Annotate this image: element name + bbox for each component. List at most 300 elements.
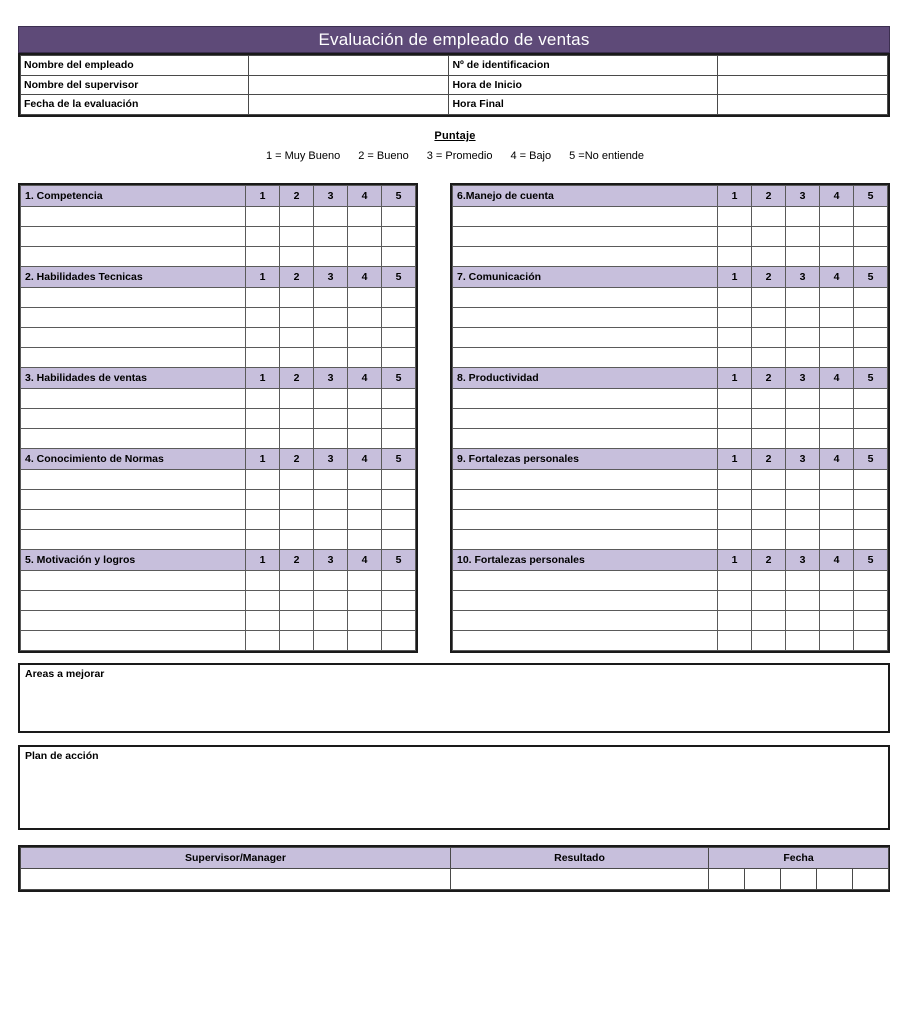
rating-row bbox=[21, 207, 416, 227]
rating-score-cell[interactable] bbox=[820, 247, 854, 267]
rating-score-cell[interactable] bbox=[314, 207, 348, 227]
legend-item: 1 = Muy Bueno bbox=[265, 150, 341, 162]
rating-score-cell[interactable] bbox=[246, 490, 280, 510]
rating-criterion-input[interactable] bbox=[453, 631, 718, 651]
rating-score-cell[interactable] bbox=[246, 631, 280, 651]
rating-row bbox=[453, 389, 888, 409]
rating-score-cell[interactable] bbox=[718, 227, 752, 247]
rating-score-cell[interactable] bbox=[786, 409, 820, 429]
rating-score-cell[interactable] bbox=[348, 288, 382, 308]
rating-criterion-input[interactable] bbox=[21, 470, 246, 490]
rating-score-cell[interactable] bbox=[280, 591, 314, 611]
rating-row bbox=[21, 470, 416, 490]
signature-header-resultado: Resultado bbox=[451, 848, 709, 869]
rating-score-cell[interactable] bbox=[820, 530, 854, 550]
rating-score-cell[interactable] bbox=[786, 288, 820, 308]
rating-score-cell[interactable] bbox=[348, 571, 382, 591]
rating-score-cell[interactable] bbox=[786, 470, 820, 490]
rating-score-cell[interactable] bbox=[348, 429, 382, 449]
rating-score-cell[interactable] bbox=[382, 308, 416, 328]
rating-score-cell[interactable] bbox=[246, 308, 280, 328]
rating-score-cell[interactable] bbox=[820, 429, 854, 449]
rating-row bbox=[21, 227, 416, 247]
rating-criterion-input[interactable] bbox=[453, 389, 718, 409]
rating-score-cell[interactable] bbox=[752, 308, 786, 328]
rating-score-cell[interactable] bbox=[348, 510, 382, 530]
rating-row bbox=[453, 328, 888, 348]
rating-criterion-input[interactable] bbox=[21, 490, 246, 510]
signature-date-digit-cell[interactable] bbox=[709, 869, 745, 890]
rating-score-cell[interactable] bbox=[854, 328, 888, 348]
rating-criterion-input[interactable] bbox=[21, 227, 246, 247]
rating-criterion-input[interactable] bbox=[21, 308, 246, 328]
page-title: Evaluación de empleado de ventas bbox=[318, 29, 590, 49]
document-title-bar bbox=[18, 26, 890, 53]
rating-section-title: 3. Habilidades de ventas bbox=[21, 368, 246, 389]
rating-row bbox=[453, 348, 888, 368]
rating-section-header bbox=[453, 368, 888, 389]
rating-score-cell[interactable] bbox=[280, 611, 314, 631]
rating-criterion-input[interactable] bbox=[453, 470, 718, 490]
rating-score-cell[interactable] bbox=[820, 348, 854, 368]
score-column-header: 1 bbox=[718, 550, 752, 571]
areas-to-improve-label: Areas a mejorar bbox=[25, 668, 105, 680]
rating-table-left bbox=[18, 183, 418, 653]
rating-score-cell[interactable] bbox=[348, 227, 382, 247]
rating-row bbox=[453, 530, 888, 550]
rating-score-cell[interactable] bbox=[786, 510, 820, 530]
rating-score-cell[interactable] bbox=[718, 348, 752, 368]
rating-score-cell[interactable] bbox=[382, 288, 416, 308]
rating-criterion-input[interactable] bbox=[21, 510, 246, 530]
info-right-value[interactable] bbox=[717, 56, 887, 76]
rating-criterion-input[interactable] bbox=[453, 328, 718, 348]
rating-score-cell[interactable] bbox=[246, 409, 280, 429]
rating-score-cell[interactable] bbox=[752, 429, 786, 449]
rating-score-cell[interactable] bbox=[314, 308, 348, 328]
rating-row bbox=[21, 530, 416, 550]
rating-score-cell[interactable] bbox=[718, 328, 752, 348]
rating-score-cell[interactable] bbox=[314, 490, 348, 510]
rating-score-cell[interactable] bbox=[382, 591, 416, 611]
rating-criterion-input[interactable] bbox=[21, 207, 246, 227]
rating-row bbox=[21, 429, 416, 449]
rating-score-cell[interactable] bbox=[820, 288, 854, 308]
rating-criterion-input[interactable] bbox=[453, 207, 718, 227]
rating-score-cell[interactable] bbox=[280, 631, 314, 651]
rating-score-cell[interactable] bbox=[820, 490, 854, 510]
rating-score-cell[interactable] bbox=[752, 470, 786, 490]
rating-score-cell[interactable] bbox=[382, 328, 416, 348]
rating-score-cell[interactable] bbox=[820, 227, 854, 247]
score-column-header: 4 bbox=[348, 550, 382, 571]
rating-score-cell[interactable] bbox=[246, 207, 280, 227]
rating-criterion-input[interactable] bbox=[453, 490, 718, 510]
rating-score-cell[interactable] bbox=[718, 409, 752, 429]
rating-score-cell[interactable] bbox=[348, 207, 382, 227]
rating-score-cell[interactable] bbox=[854, 288, 888, 308]
rating-score-cell[interactable] bbox=[246, 470, 280, 490]
signature-date-digit-cell[interactable] bbox=[745, 869, 781, 890]
rating-score-cell[interactable] bbox=[752, 389, 786, 409]
rating-criterion-input[interactable] bbox=[21, 429, 246, 449]
rating-score-cell[interactable] bbox=[820, 591, 854, 611]
rating-score-cell[interactable] bbox=[382, 470, 416, 490]
rating-score-cell[interactable] bbox=[820, 611, 854, 631]
rating-score-cell[interactable] bbox=[314, 409, 348, 429]
rating-score-cell[interactable] bbox=[280, 490, 314, 510]
rating-score-cell[interactable] bbox=[786, 348, 820, 368]
rating-score-cell[interactable] bbox=[382, 611, 416, 631]
rating-score-cell[interactable] bbox=[854, 389, 888, 409]
employee-info-table bbox=[18, 53, 890, 117]
rating-score-cell[interactable] bbox=[314, 510, 348, 530]
rating-row bbox=[21, 409, 416, 429]
info-row bbox=[21, 56, 888, 76]
rating-score-cell[interactable] bbox=[280, 389, 314, 409]
rating-score-cell[interactable] bbox=[382, 389, 416, 409]
rating-score-cell[interactable] bbox=[348, 490, 382, 510]
rating-score-cell[interactable] bbox=[382, 510, 416, 530]
rating-criterion-input[interactable] bbox=[21, 288, 246, 308]
rating-score-cell[interactable] bbox=[854, 530, 888, 550]
score-column-header: 5 bbox=[382, 550, 416, 571]
rating-score-cell[interactable] bbox=[786, 429, 820, 449]
rating-score-cell[interactable] bbox=[382, 429, 416, 449]
info-left-label: Fecha de la evaluación bbox=[21, 95, 249, 115]
rating-score-cell[interactable] bbox=[718, 288, 752, 308]
rating-score-cell[interactable] bbox=[348, 470, 382, 490]
rating-score-cell[interactable] bbox=[280, 328, 314, 348]
rating-row bbox=[453, 591, 888, 611]
rating-score-cell[interactable] bbox=[348, 611, 382, 631]
rating-score-cell[interactable] bbox=[718, 389, 752, 409]
rating-score-cell[interactable] bbox=[752, 571, 786, 591]
score-column-header: 4 bbox=[348, 186, 382, 207]
rating-score-cell[interactable] bbox=[786, 227, 820, 247]
score-column-header: 5 bbox=[854, 449, 888, 470]
rating-score-cell[interactable] bbox=[854, 490, 888, 510]
rating-score-cell[interactable] bbox=[246, 247, 280, 267]
rating-criterion-input[interactable] bbox=[453, 288, 718, 308]
rating-score-cell[interactable] bbox=[348, 530, 382, 550]
rating-score-cell[interactable] bbox=[854, 247, 888, 267]
rating-score-cell[interactable] bbox=[314, 389, 348, 409]
rating-row bbox=[21, 510, 416, 530]
rating-score-cell[interactable] bbox=[246, 227, 280, 247]
rating-score-cell[interactable] bbox=[718, 207, 752, 227]
rating-score-cell[interactable] bbox=[348, 631, 382, 651]
legend-item: 3 = Promedio bbox=[426, 150, 493, 162]
rating-criterion-input[interactable] bbox=[453, 429, 718, 449]
rating-score-cell[interactable] bbox=[786, 389, 820, 409]
rating-score-cell[interactable] bbox=[246, 591, 280, 611]
rating-score-cell[interactable] bbox=[718, 591, 752, 611]
rating-score-cell[interactable] bbox=[314, 530, 348, 550]
rating-score-cell[interactable] bbox=[382, 247, 416, 267]
rating-score-cell[interactable] bbox=[786, 308, 820, 328]
rating-section-title: 1. Competencia bbox=[21, 186, 246, 207]
score-column-header: 4 bbox=[348, 449, 382, 470]
score-column-header: 2 bbox=[280, 267, 314, 288]
rating-score-cell[interactable] bbox=[280, 207, 314, 227]
info-right-label: Hora de Inicio bbox=[449, 75, 717, 95]
rating-row bbox=[21, 631, 416, 651]
rating-score-cell[interactable] bbox=[314, 571, 348, 591]
legend-item: 2 = Bueno bbox=[358, 150, 409, 162]
score-column-header: 3 bbox=[314, 368, 348, 389]
rating-score-cell[interactable] bbox=[752, 247, 786, 267]
rating-score-cell[interactable] bbox=[820, 470, 854, 490]
rating-score-cell[interactable] bbox=[854, 207, 888, 227]
info-left-value[interactable] bbox=[249, 75, 449, 95]
rating-score-cell[interactable] bbox=[246, 611, 280, 631]
rating-score-cell[interactable] bbox=[382, 631, 416, 651]
signature-value-row bbox=[21, 869, 889, 890]
rating-section-title: 5. Motivación y logros bbox=[21, 550, 246, 571]
info-row bbox=[21, 75, 888, 95]
rating-score-cell[interactable] bbox=[854, 591, 888, 611]
rating-score-cell[interactable] bbox=[348, 247, 382, 267]
rating-score-cell[interactable] bbox=[786, 571, 820, 591]
rating-score-cell[interactable] bbox=[786, 591, 820, 611]
rating-score-cell[interactable] bbox=[280, 571, 314, 591]
rating-score-cell[interactable] bbox=[752, 288, 786, 308]
rating-score-cell[interactable] bbox=[786, 328, 820, 348]
rating-criterion-input[interactable] bbox=[453, 510, 718, 530]
rating-score-cell[interactable] bbox=[314, 470, 348, 490]
rating-score-cell[interactable] bbox=[820, 328, 854, 348]
rating-score-cell[interactable] bbox=[854, 510, 888, 530]
score-column-header: 3 bbox=[786, 267, 820, 288]
rating-score-cell[interactable] bbox=[854, 227, 888, 247]
rating-row bbox=[21, 571, 416, 591]
action-plan-box[interactable] bbox=[18, 745, 890, 830]
rating-score-cell[interactable] bbox=[382, 348, 416, 368]
action-plan-label: Plan de acción bbox=[25, 750, 99, 762]
rating-score-cell[interactable] bbox=[820, 631, 854, 651]
rating-score-cell[interactable] bbox=[280, 510, 314, 530]
rating-criterion-input[interactable] bbox=[453, 409, 718, 429]
rating-section-title: 9. Fortalezas personales bbox=[453, 449, 718, 470]
rating-score-cell[interactable] bbox=[382, 530, 416, 550]
rating-score-cell[interactable] bbox=[786, 611, 820, 631]
info-right-value[interactable] bbox=[717, 75, 887, 95]
rating-row bbox=[453, 510, 888, 530]
rating-score-cell[interactable] bbox=[718, 510, 752, 530]
rating-score-cell[interactable] bbox=[786, 631, 820, 651]
rating-score-cell[interactable] bbox=[246, 571, 280, 591]
rating-row bbox=[453, 207, 888, 227]
info-right-label: Nº de identificacion bbox=[449, 56, 717, 76]
rating-score-cell[interactable] bbox=[752, 530, 786, 550]
legend-item: 5 =No entiende bbox=[569, 150, 645, 162]
rating-score-cell[interactable] bbox=[718, 631, 752, 651]
rating-score-cell[interactable] bbox=[752, 510, 786, 530]
info-left-value[interactable] bbox=[249, 56, 449, 76]
info-right-value[interactable] bbox=[717, 95, 887, 115]
rating-criterion-input[interactable] bbox=[21, 389, 246, 409]
rating-score-cell[interactable] bbox=[718, 571, 752, 591]
rating-score-cell[interactable] bbox=[382, 490, 416, 510]
score-column-header: 5 bbox=[854, 186, 888, 207]
rating-criterion-input[interactable] bbox=[453, 591, 718, 611]
info-right-label: Hora Final bbox=[449, 95, 717, 115]
info-left-value[interactable] bbox=[249, 95, 449, 115]
rating-score-cell[interactable] bbox=[246, 328, 280, 348]
rating-score-cell[interactable] bbox=[752, 631, 786, 651]
rating-score-cell[interactable] bbox=[280, 429, 314, 449]
rating-score-cell[interactable] bbox=[280, 247, 314, 267]
rating-score-cell[interactable] bbox=[752, 611, 786, 631]
score-column-header: 1 bbox=[718, 368, 752, 389]
legend-scale bbox=[257, 150, 653, 162]
rating-score-cell[interactable] bbox=[280, 308, 314, 328]
rating-score-cell[interactable] bbox=[752, 207, 786, 227]
rating-score-cell[interactable] bbox=[752, 490, 786, 510]
rating-criterion-input[interactable] bbox=[21, 409, 246, 429]
rating-row bbox=[453, 571, 888, 591]
signature-resultado-input[interactable] bbox=[451, 869, 709, 890]
rating-score-cell[interactable] bbox=[246, 530, 280, 550]
rating-score-cell[interactable] bbox=[280, 470, 314, 490]
rating-score-cell[interactable] bbox=[314, 611, 348, 631]
rating-criterion-input[interactable] bbox=[453, 227, 718, 247]
rating-score-cell[interactable] bbox=[348, 591, 382, 611]
rating-score-cell[interactable] bbox=[786, 247, 820, 267]
signature-header-row bbox=[21, 848, 889, 869]
rating-score-cell[interactable] bbox=[786, 490, 820, 510]
rating-criterion-input[interactable] bbox=[21, 611, 246, 631]
rating-row bbox=[453, 227, 888, 247]
rating-score-cell[interactable] bbox=[382, 409, 416, 429]
rating-score-cell[interactable] bbox=[280, 288, 314, 308]
rating-score-cell[interactable] bbox=[314, 591, 348, 611]
info-left-label: Nombre del supervisor bbox=[21, 75, 249, 95]
rating-score-cell[interactable] bbox=[854, 631, 888, 651]
rating-score-cell[interactable] bbox=[348, 348, 382, 368]
signature-date-digit-cell[interactable] bbox=[853, 869, 889, 890]
rating-score-cell[interactable] bbox=[280, 227, 314, 247]
rating-criterion-input[interactable] bbox=[21, 530, 246, 550]
rating-score-cell[interactable] bbox=[718, 247, 752, 267]
rating-score-cell[interactable] bbox=[854, 429, 888, 449]
rating-score-cell[interactable] bbox=[820, 409, 854, 429]
rating-score-cell[interactable] bbox=[752, 409, 786, 429]
rating-criterion-input[interactable] bbox=[453, 247, 718, 267]
rating-score-cell[interactable] bbox=[280, 409, 314, 429]
rating-criterion-input[interactable] bbox=[21, 591, 246, 611]
rating-section-title: 6.Manejo de cuenta bbox=[453, 186, 718, 207]
score-column-header: 5 bbox=[382, 368, 416, 389]
rating-score-cell[interactable] bbox=[280, 348, 314, 368]
rating-score-cell[interactable] bbox=[348, 389, 382, 409]
score-column-header: 2 bbox=[752, 186, 786, 207]
rating-score-cell[interactable] bbox=[718, 470, 752, 490]
rating-score-cell[interactable] bbox=[854, 611, 888, 631]
rating-score-cell[interactable] bbox=[820, 571, 854, 591]
rating-score-cell[interactable] bbox=[752, 227, 786, 247]
rating-score-cell[interactable] bbox=[718, 490, 752, 510]
rating-score-cell[interactable] bbox=[786, 530, 820, 550]
rating-score-cell[interactable] bbox=[718, 611, 752, 631]
rating-score-cell[interactable] bbox=[246, 288, 280, 308]
rating-criterion-input[interactable] bbox=[21, 571, 246, 591]
rating-score-cell[interactable] bbox=[820, 308, 854, 328]
rating-score-cell[interactable] bbox=[314, 288, 348, 308]
rating-score-cell[interactable] bbox=[348, 328, 382, 348]
rating-score-cell[interactable] bbox=[280, 530, 314, 550]
rating-score-cell[interactable] bbox=[314, 631, 348, 651]
rating-score-cell[interactable] bbox=[820, 510, 854, 530]
rating-section-header bbox=[21, 368, 416, 389]
rating-criterion-input[interactable] bbox=[453, 348, 718, 368]
rating-criterion-input[interactable] bbox=[453, 571, 718, 591]
signature-supervisor-input[interactable] bbox=[21, 869, 451, 890]
rating-criterion-input[interactable] bbox=[21, 631, 246, 651]
rating-criterion-input[interactable] bbox=[21, 328, 246, 348]
score-column-header: 5 bbox=[382, 186, 416, 207]
rating-criterion-input[interactable] bbox=[453, 530, 718, 550]
rating-row bbox=[21, 389, 416, 409]
areas-to-improve-box[interactable] bbox=[18, 663, 890, 733]
rating-score-cell[interactable] bbox=[718, 308, 752, 328]
rating-score-cell[interactable] bbox=[314, 348, 348, 368]
rating-score-cell[interactable] bbox=[786, 207, 820, 227]
rating-score-cell[interactable] bbox=[314, 247, 348, 267]
rating-score-cell[interactable] bbox=[348, 409, 382, 429]
rating-score-cell[interactable] bbox=[246, 429, 280, 449]
rating-score-cell[interactable] bbox=[382, 571, 416, 591]
rating-score-cell[interactable] bbox=[382, 207, 416, 227]
rating-score-cell[interactable] bbox=[752, 591, 786, 611]
rating-score-cell[interactable] bbox=[382, 227, 416, 247]
rating-score-cell[interactable] bbox=[854, 348, 888, 368]
rating-row bbox=[453, 490, 888, 510]
rating-criterion-input[interactable] bbox=[21, 247, 246, 267]
rating-score-cell[interactable] bbox=[820, 389, 854, 409]
rating-score-cell[interactable] bbox=[718, 530, 752, 550]
rating-row bbox=[453, 288, 888, 308]
rating-score-cell[interactable] bbox=[246, 510, 280, 530]
rating-score-cell[interactable] bbox=[314, 328, 348, 348]
rating-score-cell[interactable] bbox=[314, 227, 348, 247]
signature-date-digit-cell[interactable] bbox=[817, 869, 853, 890]
rating-section-header bbox=[21, 449, 416, 470]
rating-score-cell[interactable] bbox=[246, 389, 280, 409]
rating-score-cell[interactable] bbox=[752, 348, 786, 368]
rating-criterion-input[interactable] bbox=[453, 308, 718, 328]
score-column-header: 3 bbox=[314, 449, 348, 470]
rating-score-cell[interactable] bbox=[752, 328, 786, 348]
rating-score-cell[interactable] bbox=[854, 571, 888, 591]
score-column-header: 1 bbox=[718, 449, 752, 470]
rating-score-cell[interactable] bbox=[854, 409, 888, 429]
rating-section-header bbox=[21, 186, 416, 207]
rating-criterion-input[interactable] bbox=[21, 348, 246, 368]
rating-score-cell[interactable] bbox=[820, 207, 854, 227]
rating-row bbox=[21, 308, 416, 328]
rating-score-cell[interactable] bbox=[348, 308, 382, 328]
rating-criterion-input[interactable] bbox=[453, 611, 718, 631]
rating-score-cell[interactable] bbox=[246, 348, 280, 368]
rating-score-cell[interactable] bbox=[854, 470, 888, 490]
signature-date-digit-cell[interactable] bbox=[781, 869, 817, 890]
score-column-header: 2 bbox=[280, 449, 314, 470]
rating-score-cell[interactable] bbox=[854, 308, 888, 328]
rating-score-cell[interactable] bbox=[718, 429, 752, 449]
rating-score-cell[interactable] bbox=[314, 429, 348, 449]
